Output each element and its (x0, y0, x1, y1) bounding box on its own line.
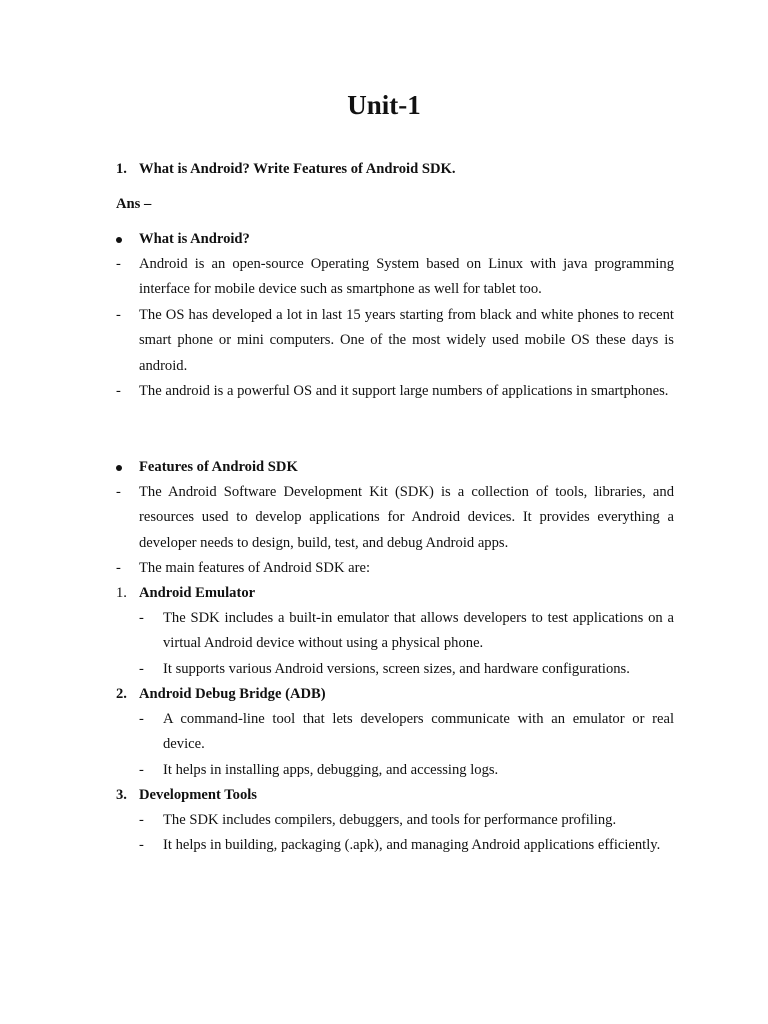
feature-point: It helps in building, packaging (.apk), and managing Android applications efficiently. (163, 837, 661, 853)
dash-marker: - (116, 256, 121, 272)
feature-point: It helps in installing apps, debugging, and accessing logs. (163, 762, 499, 778)
answer-label: Ans – (116, 196, 152, 212)
list-item: Android is an open-source Operating System based on Linux with java programming interface for mobile device such as smartphone as well for tablet too. (139, 256, 674, 298)
page-title: Unit-1 (347, 90, 421, 120)
dash-marker: - (139, 610, 144, 626)
feature-title: Android Debug Bridge (ADB) (139, 686, 326, 702)
section-heading-features: Features of Android SDK (139, 459, 298, 475)
dash-marker: - (139, 812, 144, 828)
list-item: The main features of Android SDK are: (139, 560, 370, 576)
bullet-icon (116, 465, 122, 471)
section-heading-what-is-android: What is Android? (139, 231, 250, 247)
feature-point: It supports various Android versions, screen sizes, and hardware configurations. (163, 661, 630, 677)
list-item: The OS has developed a lot in last 15 years starting from black and white phones to recent smart phone or mini computers. One of the most widely used mobile OS these days is android. (139, 307, 674, 374)
feature-point: A command-line tool that lets developers communicate with an emulator or real device. (163, 711, 674, 753)
question-text: What is Android? Write Features of Android SDK. (139, 161, 456, 177)
dash-marker: - (116, 383, 121, 399)
question-number: 1. (116, 161, 127, 177)
list-item: The Android Software Development Kit (SDK) is a collection of tools, libraries, and resources used to develop applications for Android devices. It provides everything a developer needs to design, build, test, and debug Android apps. (139, 484, 674, 551)
feature-title: Development Tools (139, 787, 257, 803)
feature-number: 2. (116, 686, 127, 702)
bullet-icon (116, 237, 122, 243)
dash-marker: - (139, 661, 144, 677)
feature-point: The SDK includes a built-in emulator that allows developers to test applications on a virtual Android device without using a physical phone. (163, 610, 674, 652)
list-item: The android is a powerful OS and it support large numbers of applications in smartphones. (139, 383, 669, 399)
feature-point: The SDK includes compilers, debuggers, and tools for performance profiling. (163, 812, 617, 828)
dash-marker: - (116, 484, 121, 500)
dash-marker: - (139, 711, 144, 727)
feature-title: Android Emulator (139, 585, 256, 601)
dash-marker: - (139, 837, 144, 853)
dash-marker: - (116, 307, 121, 323)
feature-number: 1. (116, 585, 127, 601)
dash-marker: - (139, 762, 144, 778)
feature-number: 3. (116, 787, 127, 803)
dash-marker: - (116, 560, 121, 576)
